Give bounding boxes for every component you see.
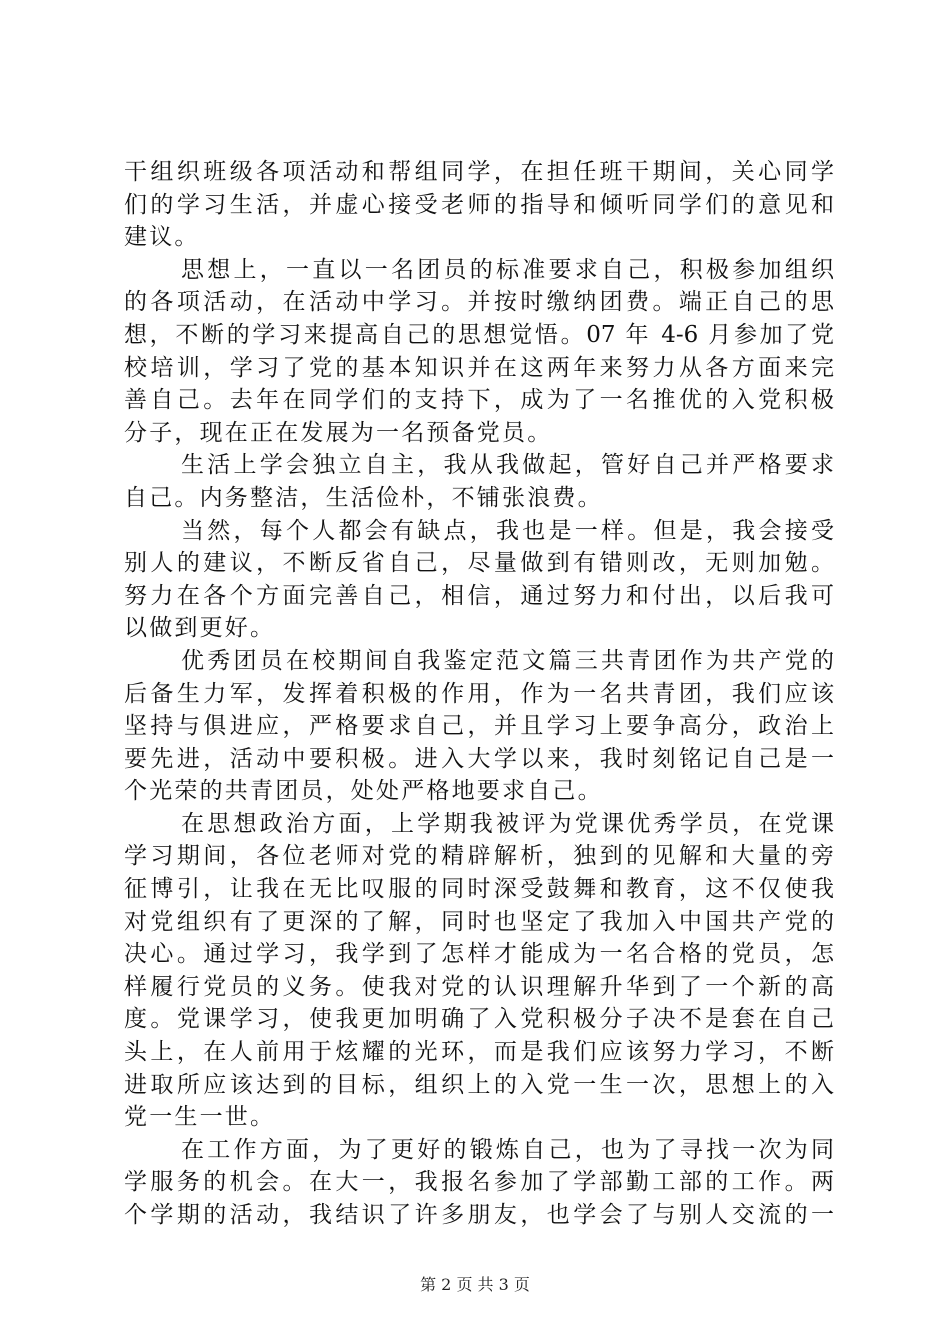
- text-line: 学服务的机会。在大一，我报名参加了学部勤工部的工作。两: [124, 1169, 834, 1196]
- text-line: 想，不断的学习来提高自己的思想觉悟。07 年 4-6 月参加了党: [124, 321, 834, 348]
- text-line: 决心。通过学习，我学到了怎样才能成为一名合格的党员，怎: [124, 941, 834, 968]
- text-line: 校培训，学习了党的基本知识并在这两年来努力从各方面来完: [124, 354, 834, 381]
- text-line: 征博引，让我在无比叹服的同时深受鼓舞和教育，这不仅使我: [124, 876, 834, 903]
- text-line: 个光荣的共青团员，处处严格地要求自己。: [124, 778, 603, 805]
- text-line: 个学期的活动，我结识了许多朋友，也学会了与别人交流的一: [124, 1202, 834, 1228]
- text-line: 自己。内务整洁，生活俭朴，不铺张浪费。: [124, 484, 603, 511]
- text-line: 坚持与俱进应，严格要求自己，并且学习上要争高分，政治上: [124, 713, 834, 740]
- text-line: 进取所应该达到的目标，组织上的入党一生一次，思想上的入: [124, 1071, 834, 1098]
- text-line: 们的学习生活，并虚心接受老师的指导和倾听同学们的意见和: [124, 191, 834, 218]
- text-line: 度。党课学习，使我更加明确了入党积极分子决不是套在自己: [124, 1006, 834, 1033]
- text-line: 以做到更好。: [124, 615, 276, 642]
- text-line: 后备生力军，发挥着积极的作用，作为一名共青团，我们应该: [124, 680, 834, 707]
- text-line: 在思想政治方面，上学期我被评为党课优秀学员，在党课: [181, 810, 834, 837]
- text-line: 头上，在人前用于炫耀的光环，而是我们应该努力学习，不断: [124, 1039, 834, 1066]
- text-line: 学习期间，各位老师对党的精辟解析，独到的见解和大量的旁: [124, 843, 834, 870]
- text-line: 优秀团员在校期间自我鉴定范文篇三共青团作为共产党的: [181, 647, 834, 674]
- document-body: [124, 156, 834, 1232]
- page-footer: 第 2 页 共 3 页: [420, 1275, 530, 1294]
- text-line: 生活上学会独立自主，我从我做起，管好自己并严格要求: [181, 452, 834, 479]
- text-line: 别人的建议，不断反省自己，尽量做到有错则改，无则加勉。: [124, 550, 834, 577]
- text-line: 善自己。去年在同学们的支持下，成为了一名推优的入党积极: [124, 387, 834, 414]
- text-line: 干组织班级各项活动和帮组同学，在担任班干期间，关心同学: [124, 159, 834, 185]
- text-line: 的各项活动，在活动中学习。并按时缴纳团费。端正自己的思: [124, 289, 834, 316]
- text-line: 分子，现在正在发展为一名预备党员。: [124, 419, 553, 446]
- text-line: 要先进，活动中要积极。进入大学以来，我时刻铭记自己是一: [124, 745, 834, 772]
- text-line: 党一生一世。: [124, 1104, 276, 1131]
- text-line: 样履行党员的义务。使我对党的认识理解升华到了一个新的高: [124, 973, 834, 1000]
- text-line: 在工作方面，为了更好的锻炼自己，也为了寻找一次为同: [181, 1136, 834, 1163]
- text-line: 当然，每个人都会有缺点，我也是一样。但是，我会接受: [181, 517, 834, 544]
- text-line: 努力在各个方面完善自己，相信，通过努力和付出，以后我可: [124, 582, 834, 609]
- text-line: 建议。: [124, 224, 200, 251]
- text-line: 对党组织有了更深的了解，同时也坚定了我加入中国共产党的: [124, 908, 834, 935]
- text-line: 思想上，一直以一名团员的标准要求自己，积极参加组织: [181, 256, 834, 283]
